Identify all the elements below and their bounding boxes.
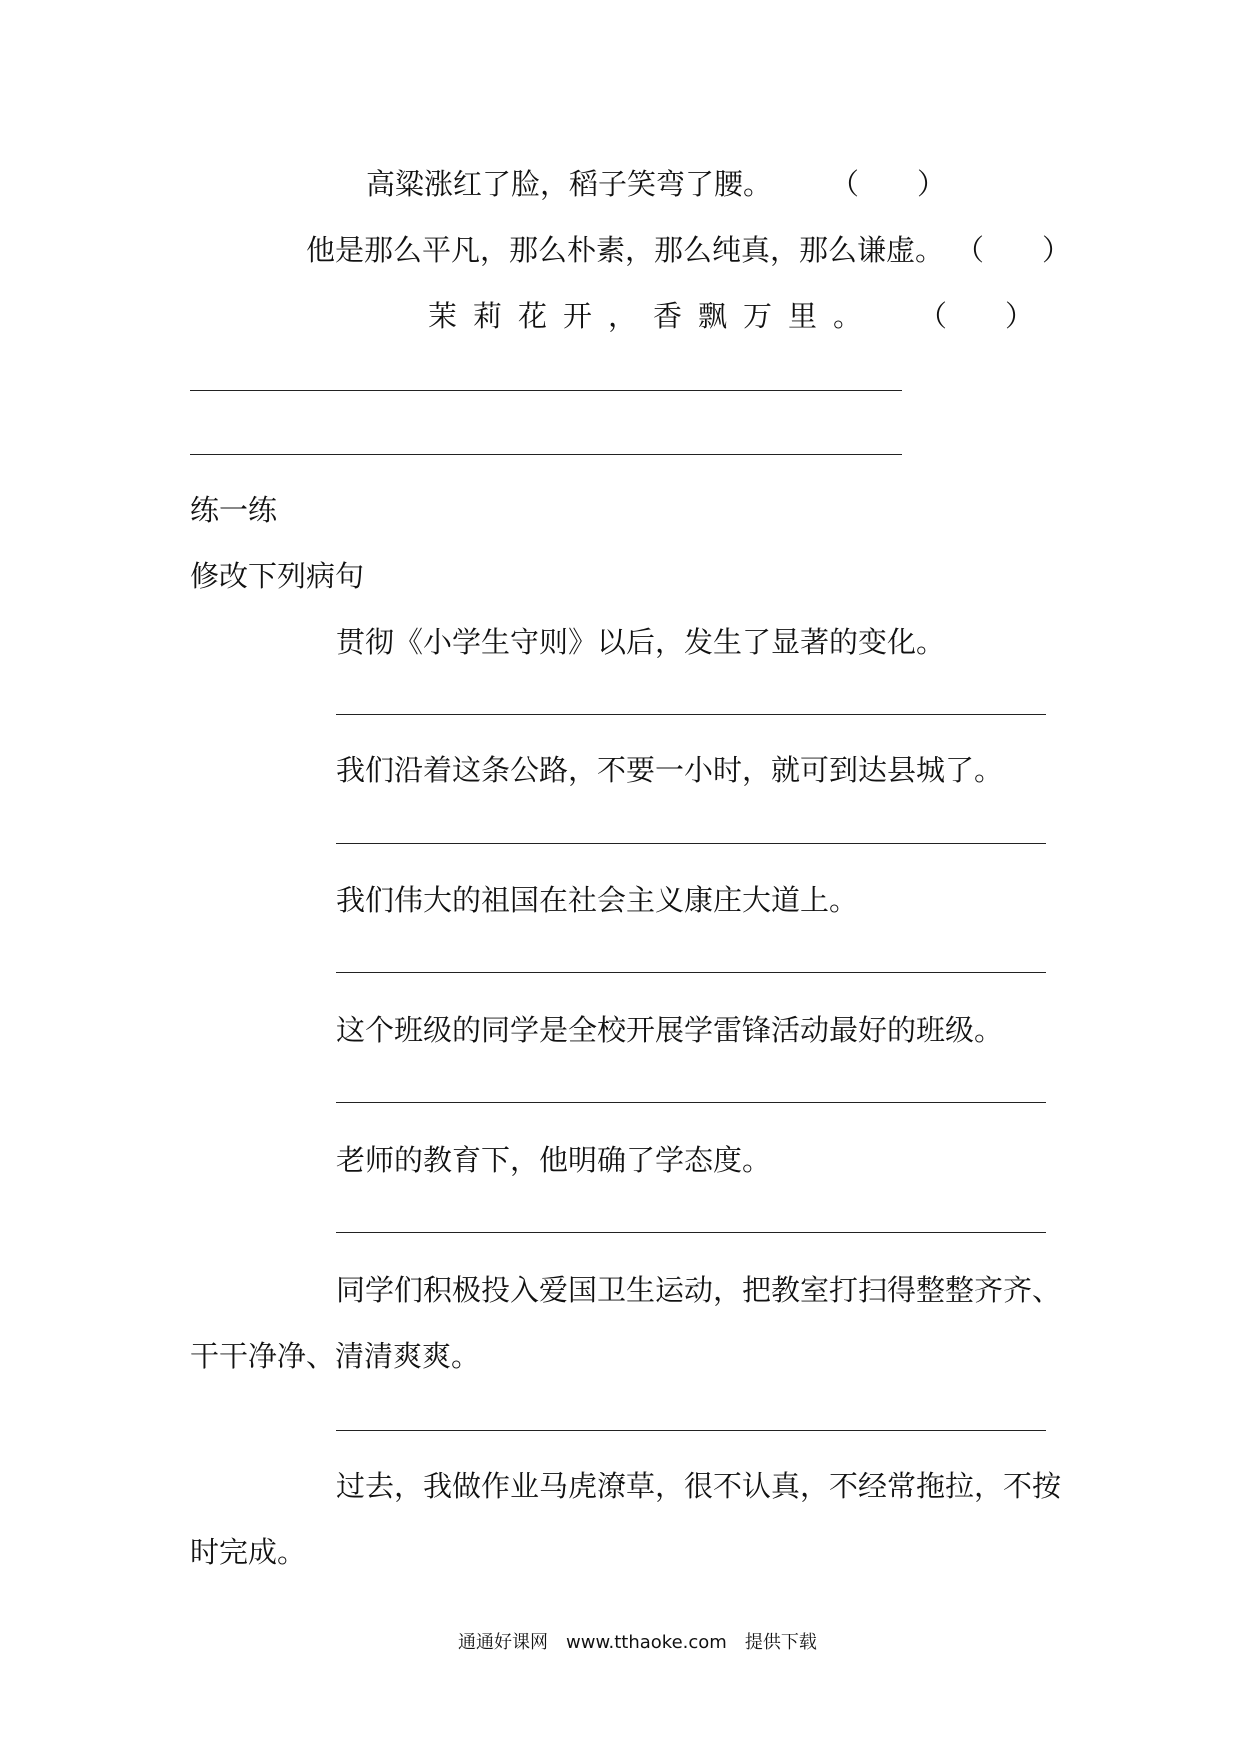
practice-item: 同学们积极投入爱国卫生运动，把教室打扫得整整齐齐、: [336, 1273, 1062, 1307]
classify-paren: （ ）: [955, 233, 1072, 267]
answer-line[interactable]: [336, 1430, 1046, 1431]
page-footer: 通通好课网 www.tthaoke.com 提供下载: [458, 1632, 817, 1653]
answer-line[interactable]: [336, 714, 1046, 715]
practice-item: 我们沿着这条公路，不要一小时，就可到达县城了。: [336, 753, 1004, 787]
practice-item: 过去，我做作业马虎潦草，很不认真，不经常拖拉，不按: [336, 1469, 1062, 1503]
answer-line[interactable]: [336, 843, 1046, 844]
practice-item-continuation: 时完成。: [190, 1535, 307, 1569]
classify-paren: （ ）: [918, 299, 1035, 333]
answer-line[interactable]: [190, 454, 902, 455]
practice-item: 老师的教育下，他明确了学态度。: [336, 1143, 772, 1177]
section-title: 练一练: [190, 493, 278, 527]
practice-item-continuation: 干干净净、清清爽爽。: [190, 1339, 481, 1373]
practice-item: 我们伟大的祖国在社会主义康庄大道上。: [336, 883, 859, 917]
classify-paren: （ ）: [830, 167, 947, 201]
classify-sentence: 高粱涨红了脸，稻子笑弯了腰。: [366, 167, 773, 201]
practice-item: 这个班级的同学是全校开展学雷锋活动最好的班级。: [336, 1013, 1004, 1047]
section-subtitle: 修改下列病句: [190, 559, 365, 593]
answer-line[interactable]: [190, 390, 902, 391]
classify-sentence: 茉莉花开，香飘万里。: [428, 299, 879, 333]
practice-item: 贯彻《小学生守则》以后，发生了显著的变化。: [336, 625, 946, 659]
answer-line[interactable]: [336, 972, 1046, 973]
answer-line[interactable]: [336, 1232, 1046, 1233]
classify-sentence: 他是那么平凡，那么朴素，那么纯真，那么谦虚。: [306, 233, 945, 267]
answer-line[interactable]: [336, 1102, 1046, 1103]
